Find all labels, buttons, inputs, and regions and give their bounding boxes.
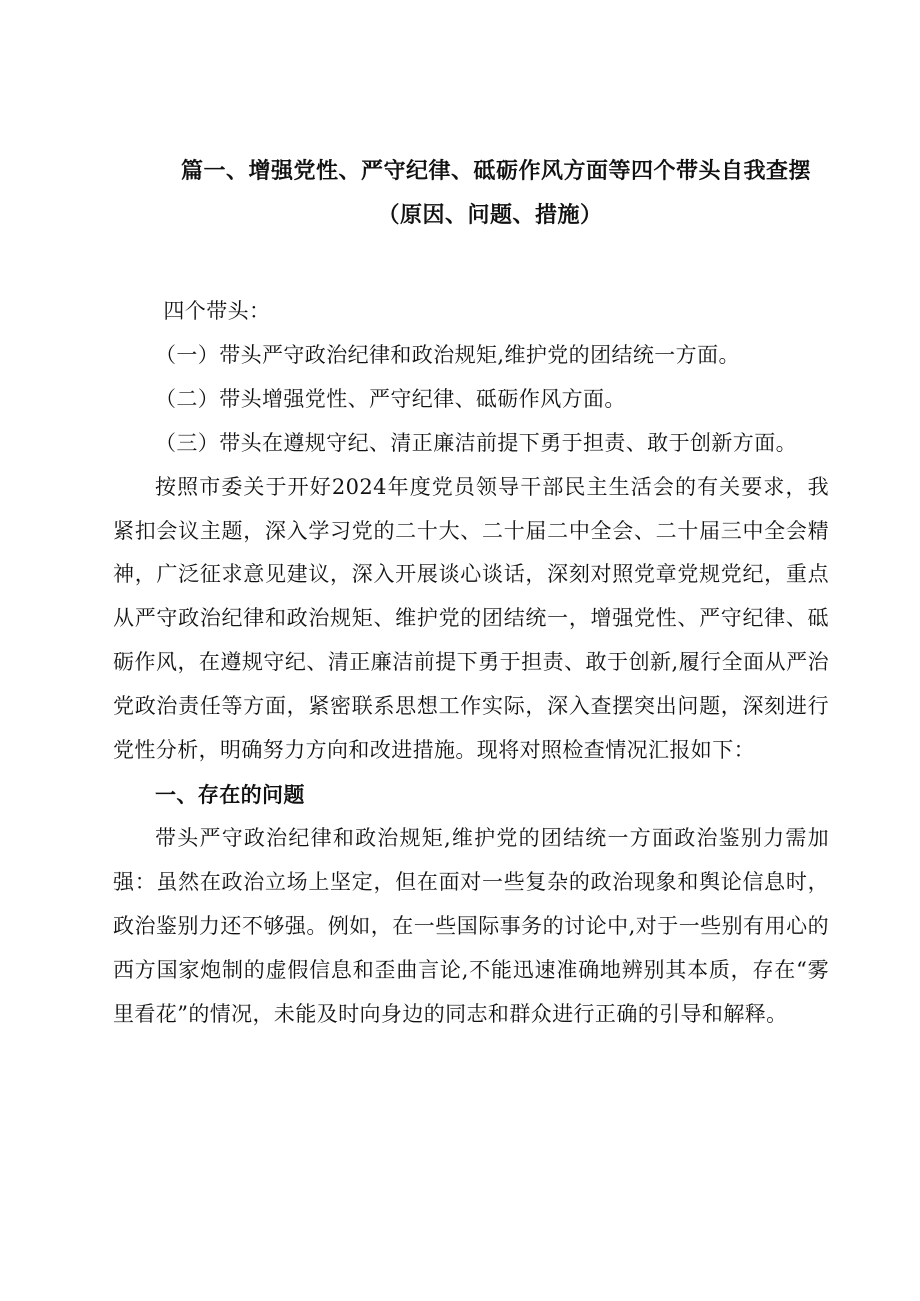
intro-paragraph: 按照市委关于开好2024年度党员领导干部民主生活会的有关要求，我紧扣会议主题，深入学习党的二十大、二十届二中全会、二十届三中全会精神，广泛征求意见建议，深入开展谈心谈话，深刻对照党章党规党纪，重点从严守政治纪律和政治规矩、维护党的团结统一，增强党性、严守纪律、砥砺作风，在遵规守纪、清正廉洁前提下勇于担责、敢于创新,履行全面从严治党政治责任等方面，紧密联系思想工作实际，深入查摆突出问题，深刻进行党性分析，明确努力方向和改进措施。现将对照检查情况汇报如下：	[113, 474, 829, 763]
section-heading-problems: 一、存在的问题	[155, 781, 305, 807]
four-leads-label: 四个带头：	[163, 299, 271, 323]
lead-item-1: （一）带头严守政治纪律和政治规矩,维护党的团结统一方面。	[155, 342, 740, 367]
lead-item-2: （二）带头增强党性、严守纪律、砥砺作风方面。	[155, 386, 626, 411]
document-title-line-2: （原因、问题、措施）	[377, 202, 603, 228]
problem-paragraph-1: 带头严守政治纪律和政治规矩,维护党的团结统一方面政治鉴别力需加强：虽然在政治立场上坚定，但在面对一些复杂的政治现象和舆论信息时，政治鉴别力还不够强。例如，在一些国际事务的讨论中,对于一些别有用心的西方国家炮制的虚假信息和歪曲言论,不能迅速准确地辨别其本质，存在“雾里看花”的情况，未能及时向身边的同志和群众进行正确的引导和解释。	[113, 825, 829, 1026]
document-title-line-1: 篇一、增强党性、严守纪律、砥砺作风方面等四个带头自我查摆	[180, 158, 811, 184]
lead-item-3: （三）带头在遵规守纪、清正廉洁前提下勇于担责、敢于创新方面。	[155, 430, 797, 455]
document-body	[113, 290, 829, 1036]
